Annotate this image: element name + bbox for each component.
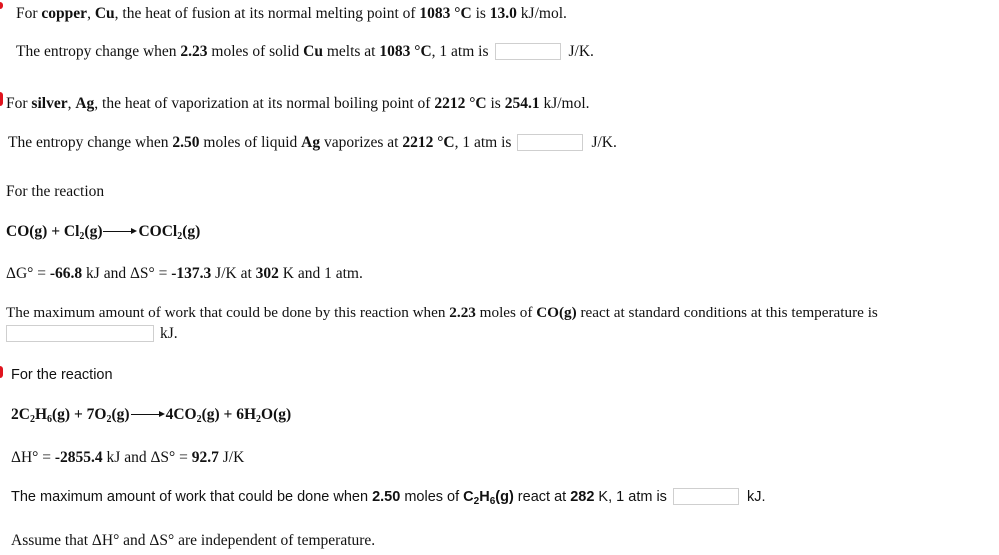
q3-intro: For the reaction — [6, 183, 105, 200]
q4-answer-input[interactable] — [673, 488, 739, 505]
q3-unit: kJ. — [160, 325, 178, 342]
q4-intro: For the reaction — [11, 367, 113, 383]
question-marker — [0, 2, 3, 9]
q4-unit: kJ. — [746, 489, 766, 505]
q1-answer-input[interactable] — [495, 43, 561, 60]
q3-equation: $CO(g) + Cl_2(g)$ COCl$_2$(g) — [6, 223, 201, 242]
q4-question: The maximum amount of work that could be done when 2.50 moles of $C_2H_6(g)$ react at 282 K, 1 atm is kJ. — [11, 489, 766, 507]
q3-thermo-data: ΔG° = -66.8 kJ and ΔS° = -137.3 J/K at 302 K and 1 atm. — [6, 265, 363, 282]
q3-answer-input[interactable] — [6, 325, 154, 342]
reaction-arrow-icon — [103, 227, 137, 237]
q2-answer-input[interactable] — [517, 134, 583, 151]
q4-assumption-note: Assume that ΔH° and ΔS° are independent of temperature. — [11, 532, 376, 549]
q1-question: The entropy change when 2.23 moles of solid Cu melts at 1083 °C, 1 atm is J/K. — [16, 43, 594, 60]
q1-unit: J/K. — [568, 43, 594, 60]
question-marker — [0, 366, 3, 378]
question-marker — [0, 92, 3, 106]
q3-question: The maximum amount of work that could be done by this reaction when 2.23 moles of CO(g) react at standard conditions at this temperature is — [6, 304, 878, 321]
q4-thermo-data: ΔH° = -2855.4 kJ and ΔS° = 92.7 J/K — [11, 449, 245, 466]
q1-prompt: For copper, Cu, the heat of fusion at its normal melting point of 1083 °C is 13.0 kJ/mol. — [16, 5, 567, 22]
reaction-arrow-icon — [131, 410, 165, 420]
q2-prompt: For silver, Ag, the heat of vaporization at its normal boiling point of 2212 °C is 254.1 kJ/mol. — [6, 95, 590, 112]
q3-answer-row — [6, 324, 178, 344]
q2-unit: J/K. — [591, 134, 617, 151]
q2-question: The entropy change when 2.50 moles of liquid Ag vaporizes at 2212 °C, 1 atm is J/K. — [8, 134, 617, 151]
q4-equation: $2C_2H_6(g) + 7O_2(g) 4CO_2(g) + 6H_2O(g)$ — [11, 406, 292, 425]
